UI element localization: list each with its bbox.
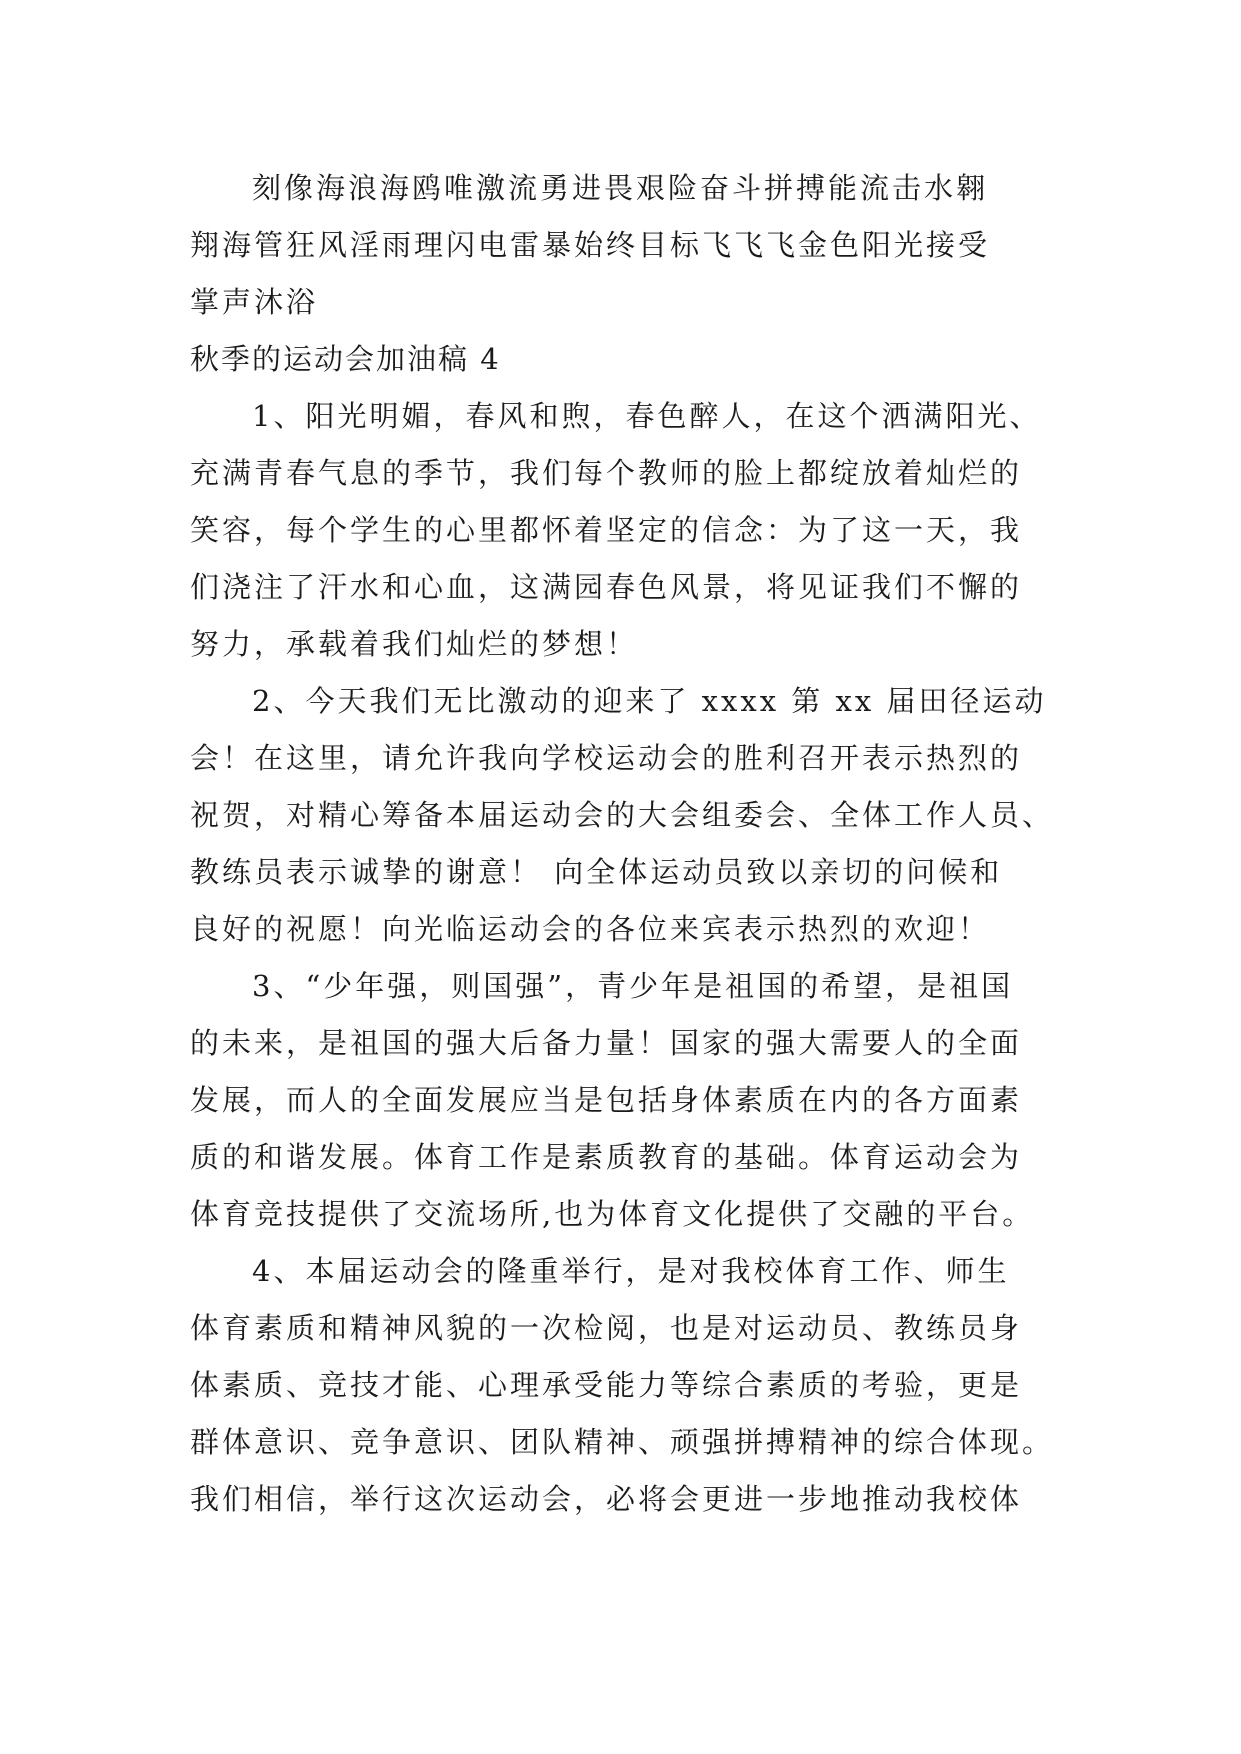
paragraph-line: 会！在这里，请允许我向学校运动会的胜利召开表示热烈的 (190, 741, 1023, 775)
paragraph-line: 笑容，每个学生的心里都怀着坚定的信念：为了这一天，我 (190, 513, 1023, 547)
paragraph-line: 我们相信，举行这次运动会，必将会更进一步地推动我校体 (190, 1482, 1023, 1516)
paragraph-line: 刻像海浪海鸥唯激流勇进畏艰险奋斗拼搏能流击水翱 (252, 171, 989, 205)
paragraph-line: 发展，而人的全面发展应当是包括身体素质在内的各方面素 (190, 1083, 1023, 1117)
paragraph-line: 祝贺，对精心筹备本届运动会的大会组委会、全体工作人员、 (190, 798, 1055, 832)
paragraph-line: 质的和谐发展。体育工作是素质教育的基础。体育运动会为 (190, 1140, 1023, 1174)
paragraph-line: 1、阳光明媚，春风和煦，春色醉人，在这个洒满阳光、 (252, 399, 1042, 433)
paragraph-line: 们浇注了汗水和心血，这满园春色风景，将见证我们不懈的 (190, 570, 1023, 604)
paragraph-line: 教练员表示诚挚的谢意！ 向全体运动员致以亲切的问候和 (190, 855, 1003, 889)
paragraph-line: 良好的祝愿！向光临运动会的各位来宾表示热烈的欢迎！ (190, 912, 991, 946)
document-body (190, 160, 1055, 1528)
paragraph-line: 群体意识、竞争意识、团队精神、顽强拼搏精神的综合体现。 (190, 1425, 1055, 1459)
paragraph-line: 4、本届运动会的隆重举行，是对我校体育工作、师生 (252, 1254, 1010, 1288)
paragraph-line: 的未来，是祖国的强大后备力量！国家的强大需要人的全面 (190, 1026, 1023, 1060)
paragraph-line: 充满青春气息的季节，我们每个教师的脸上都绽放着灿烂的 (190, 456, 1023, 490)
paragraph-line: 体育素质和精神风貌的一次检阅，也是对运动员、教练员身 (190, 1311, 1023, 1345)
paragraph-line: 3、“少年强，则国强”，青少年是祖国的希望，是祖国 (252, 969, 1014, 1003)
section-heading: 秋季的运动会加油稿 4 (190, 342, 501, 376)
paragraph-line: 体育竞技提供了交流场所,也为体育文化提供了交融的平台。 (190, 1197, 1035, 1231)
paragraph-line: 努力，承载着我们灿烂的梦想！ (190, 627, 639, 661)
paragraph-line: 2、今天我们无比激动的迎来了 xxxx 第 xx 届田径运动 (252, 684, 1047, 718)
paragraph-line: 掌声沐浴 (190, 285, 319, 319)
paragraph-line: 体素质、竞技才能、心理承受能力等综合素质的考验，更是 (190, 1368, 1023, 1402)
paragraph-line: 翔海管狂风淫雨理闪电雷暴始终目标飞飞飞金色阳光接受 (190, 228, 991, 262)
